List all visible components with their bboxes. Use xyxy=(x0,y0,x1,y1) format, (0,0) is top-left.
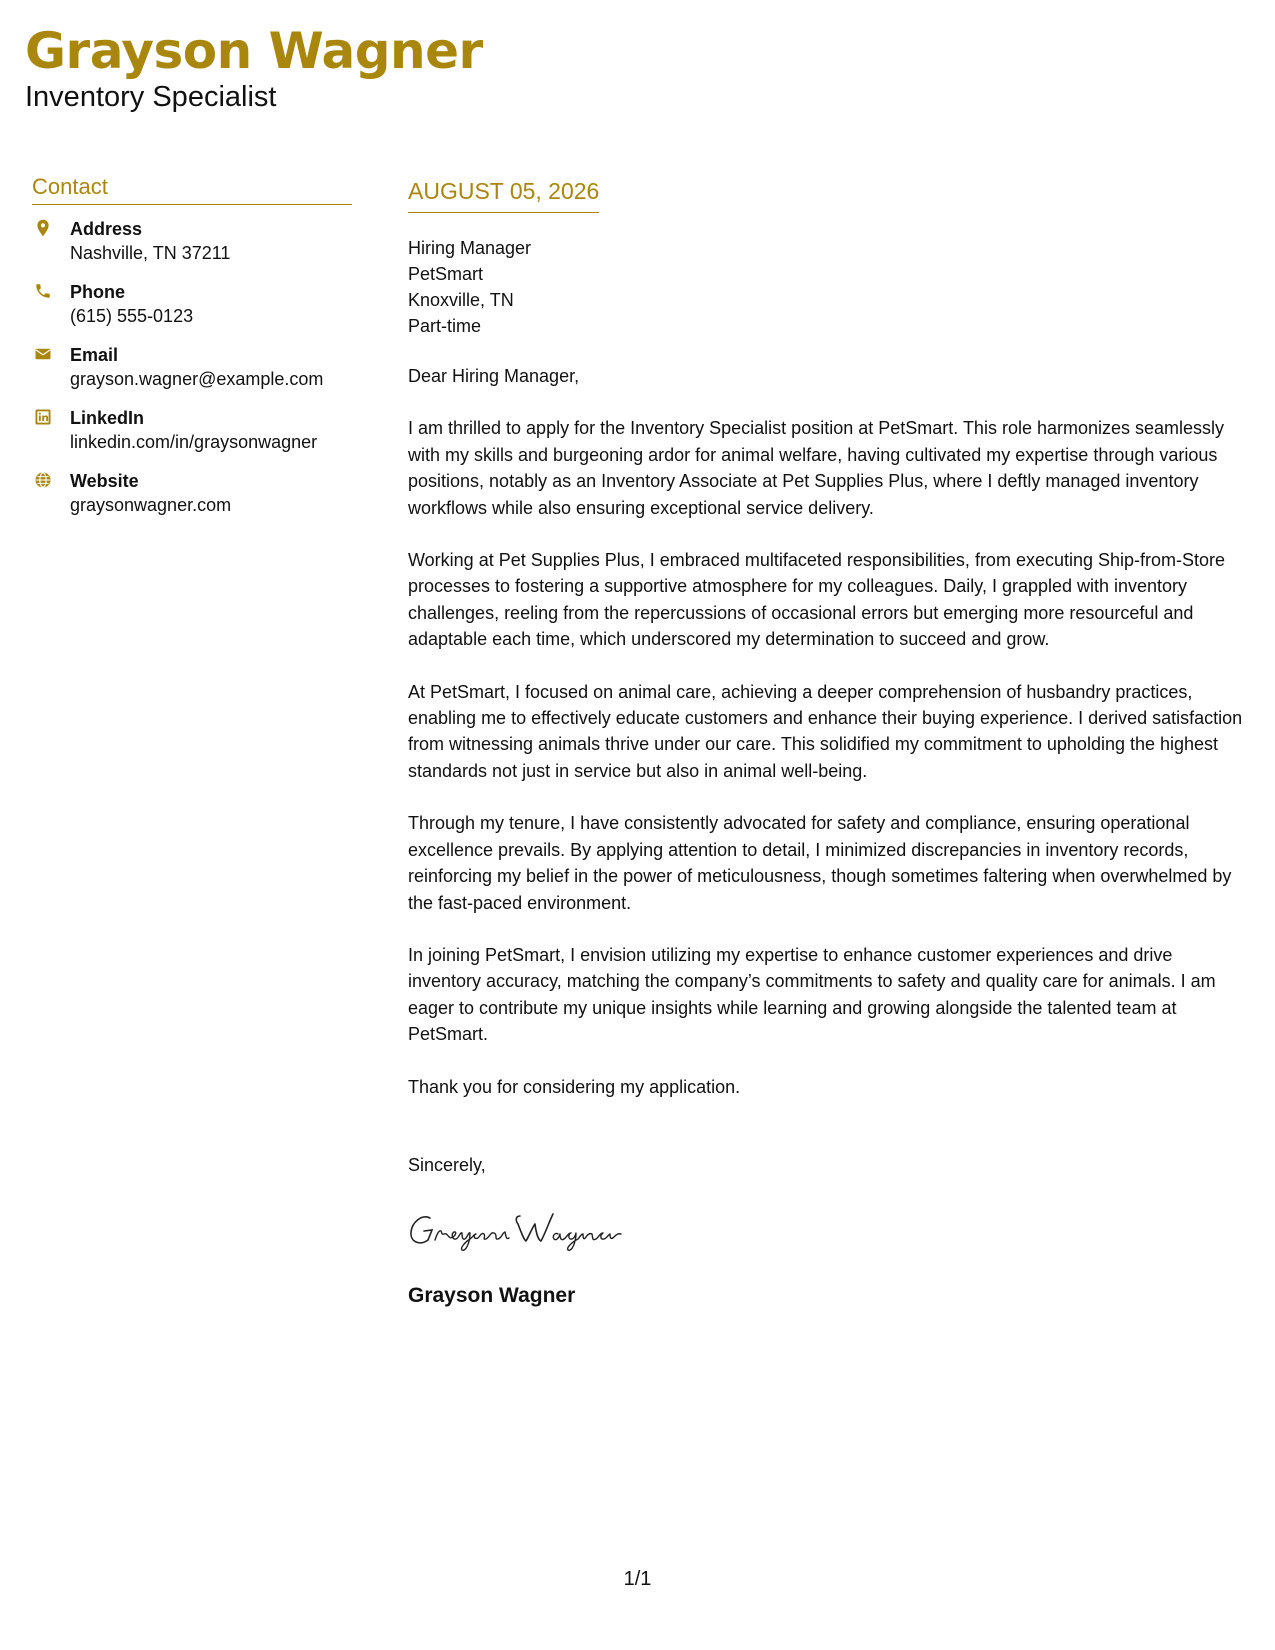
contact-label: Email xyxy=(70,345,119,365)
phone-icon xyxy=(34,282,52,300)
job-title: Inventory Specialist xyxy=(25,81,277,113)
letter-paragraph: At PetSmart, I focused on animal care, achieving a deeper comprehension of husbandry practices, enabling me to effectively educate customers and enhance their buying experience. I derived satisfaction from witnessing animals thrive under our care. This solidified my commitment to upholding the highest standards not just in service but also in animal well-being. xyxy=(408,681,1243,781)
contact-item-website xyxy=(32,469,352,532)
page-number: 1/1 xyxy=(623,1568,652,1590)
contact-item-linkedin xyxy=(32,406,352,469)
greeting: Dear Hiring Manager, xyxy=(408,366,580,386)
contact-value: graysonwagner.com xyxy=(70,495,232,515)
map-pin-icon xyxy=(34,219,52,237)
closing: Sincerely, xyxy=(408,1154,486,1175)
contact-value: Nashville, TN 37211 xyxy=(70,243,231,263)
recipient-line: Knoxville, TN xyxy=(408,290,514,310)
applicant-name: Grayson Wagner xyxy=(25,22,483,80)
letter-paragraph: I am thrilled to apply for the Inventory Specialist position at PetSmart. This role harmonizes seamlessly with my skills and burgeoning ardor for animal welfare, having cultivated my expertise through various positions, notably as an Inventory Associate at Pet Supplies Plus, where I deftly managed inventory workflows while also ensuring exceptional service delivery. xyxy=(408,418,1225,518)
letter-paragraph: Thank you for considering my application. xyxy=(408,1076,741,1097)
signature-image xyxy=(408,1204,668,1256)
recipient-block xyxy=(408,235,1248,339)
letter-body xyxy=(408,178,1248,1308)
letter-date: AUGUST 05, 2026 xyxy=(408,178,599,213)
contact-value: grayson.wagner@example.com xyxy=(70,369,324,389)
letter-paragraph: In joining PetSmart, I envision utilizing my expertise to enhance customer experiences and drive inventory accuracy, matching the company’s commitments to safety and quality care for animals. I am eager to contribute my unique insights while learning and growing alongside the talented team at PetSmart. xyxy=(408,944,1216,1045)
letter-paragraph: Through my tenure, I have consistently advocated for safety and compliance, ensuring operational excellence prevails. By applying attention to detail, I minimized discrepancies in inventory records, reinforcing my belief in the power of meticulousness, though sometimes faltering when overwhelmed by the fast-paced environment. xyxy=(408,813,1232,913)
envelope-icon xyxy=(34,345,52,363)
contact-section-title: Contact xyxy=(32,174,352,205)
contact-sidebar xyxy=(32,174,352,532)
contact-item-address xyxy=(32,217,352,280)
recipient-line: Hiring Manager xyxy=(408,238,532,258)
contact-label: LinkedIn xyxy=(70,408,145,428)
recipient-line: PetSmart xyxy=(408,264,484,284)
letter-content xyxy=(408,363,1248,1178)
contact-value: linkedin.com/in/graysonwagner xyxy=(70,432,318,452)
handwritten-signature xyxy=(408,1204,1248,1256)
letter-paragraph: Working at Pet Supplies Plus, I embraced multifaceted responsibilities, from executing Ship-from-Store processes to fostering a supportive atmosphere for my colleagues. Daily, I grappled with inventory challenges, reeling from the repercussions of occasional errors but emerging more resourceful and adaptable each time, which underscored my determination to succeed and grow. xyxy=(408,550,1226,650)
contact-item-phone xyxy=(32,280,352,343)
contact-label: Website xyxy=(70,471,139,491)
signed-name: Grayson Wagner xyxy=(408,1284,576,1308)
contact-value: (615) 555-0123 xyxy=(70,306,194,326)
contact-label: Address xyxy=(70,219,143,239)
contact-label: Phone xyxy=(70,282,126,302)
letter-header xyxy=(25,22,483,114)
linkedin-icon xyxy=(34,408,52,426)
globe-icon xyxy=(34,471,52,489)
contact-item-email xyxy=(32,343,352,406)
recipient-line: Part-time xyxy=(408,316,482,336)
